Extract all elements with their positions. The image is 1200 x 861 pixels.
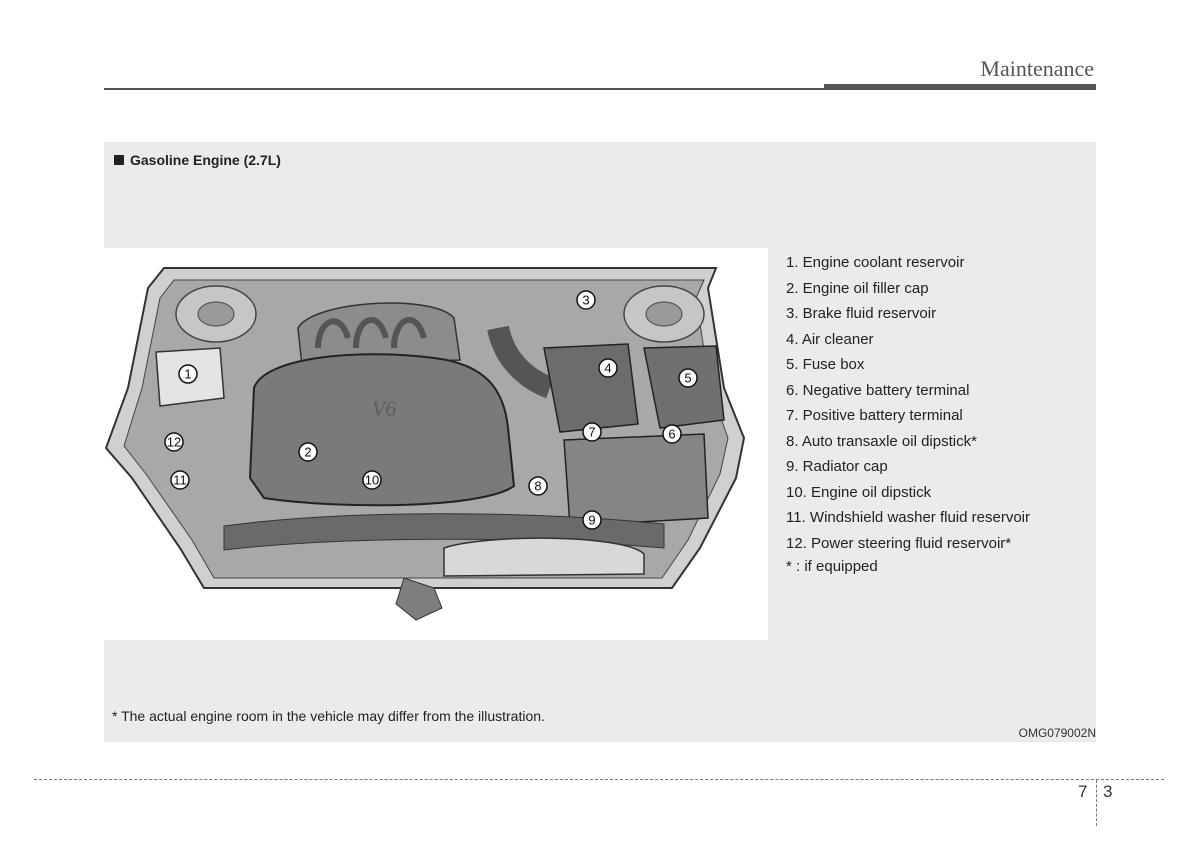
svg-text:12: 12	[166, 434, 182, 450]
callout-6	[663, 425, 681, 443]
callout-8	[529, 477, 547, 495]
header-rule-accent	[824, 84, 1096, 90]
legend-item: 4. Air cleaner	[786, 330, 874, 348]
engine-bay-drawing	[104, 248, 768, 640]
svg-text:8: 8	[534, 478, 542, 494]
square-bullet-icon	[114, 155, 124, 165]
right-strut-mount	[646, 302, 682, 326]
legend-note: * : if equipped	[786, 558, 878, 575]
legend-item: 6. Negative battery terminal	[786, 381, 970, 399]
engine-cover	[250, 354, 514, 505]
legend-item: 1. Engine coolant reservoir	[786, 254, 965, 271]
legend-item: 2. Engine oil filler cap	[786, 279, 929, 297]
svg-text:2: 2	[304, 444, 312, 460]
svg-text:10: 10	[364, 472, 380, 488]
svg-text:9: 9	[588, 512, 596, 528]
page-number: 3	[1103, 782, 1113, 801]
legend-item: 10. Engine oil dipstick	[786, 483, 932, 501]
callout-11	[171, 471, 189, 489]
callout-3	[577, 291, 595, 309]
legend-item: 8. Auto transaxle oil dipstick*	[786, 432, 977, 450]
battery	[564, 434, 708, 526]
svg-text:6: 6	[668, 426, 676, 442]
legend-item: 9. Radiator cap	[786, 458, 888, 475]
svg-text:1: 1	[184, 366, 192, 382]
section-title	[114, 152, 281, 168]
chapter-number: 7	[1078, 782, 1088, 801]
legend-item: 3. Brake fluid reservoir	[786, 305, 937, 322]
engine-illustration	[104, 248, 768, 640]
svg-text:3: 3	[582, 292, 590, 308]
svg-text:7: 7	[588, 424, 596, 440]
left-strut-mount	[198, 302, 234, 326]
callout-5	[679, 369, 697, 387]
legend-item: 7. Positive battery terminal	[786, 407, 963, 424]
component-legend	[786, 250, 1086, 580]
legend-item: 12. Power steering fluid reservoir*	[786, 534, 1012, 552]
page-number-divider	[1096, 780, 1097, 826]
callout-2	[299, 443, 317, 461]
header-rule	[104, 88, 824, 90]
section-title-text: Gasoline Engine (2.7L)	[130, 152, 281, 168]
svg-text:4: 4	[604, 360, 612, 376]
svg-text:5: 5	[684, 370, 692, 386]
legend-item: 5. Fuse box	[786, 356, 865, 373]
running-header: Maintenance	[980, 56, 1094, 81]
callout-4	[599, 359, 617, 377]
callout-7	[583, 423, 601, 441]
svg-text:11: 11	[173, 472, 187, 488]
disclaimer: * The actual engine room in the vehicle may differ from the illustration.	[112, 708, 545, 724]
callout-10	[363, 471, 381, 489]
callout-1	[179, 365, 197, 383]
legend-item: 11. Windshield washer fluid reservoir	[786, 509, 1030, 526]
callout-9	[583, 511, 601, 529]
engine-badge: V6	[371, 396, 397, 421]
radiator-support-cover	[444, 538, 644, 576]
figure-panel	[104, 142, 1096, 742]
callout-12	[165, 433, 183, 451]
air-cleaner-box	[544, 344, 638, 432]
footer-rule	[34, 779, 1164, 780]
figure-code: OMG079002N	[1018, 726, 1096, 740]
